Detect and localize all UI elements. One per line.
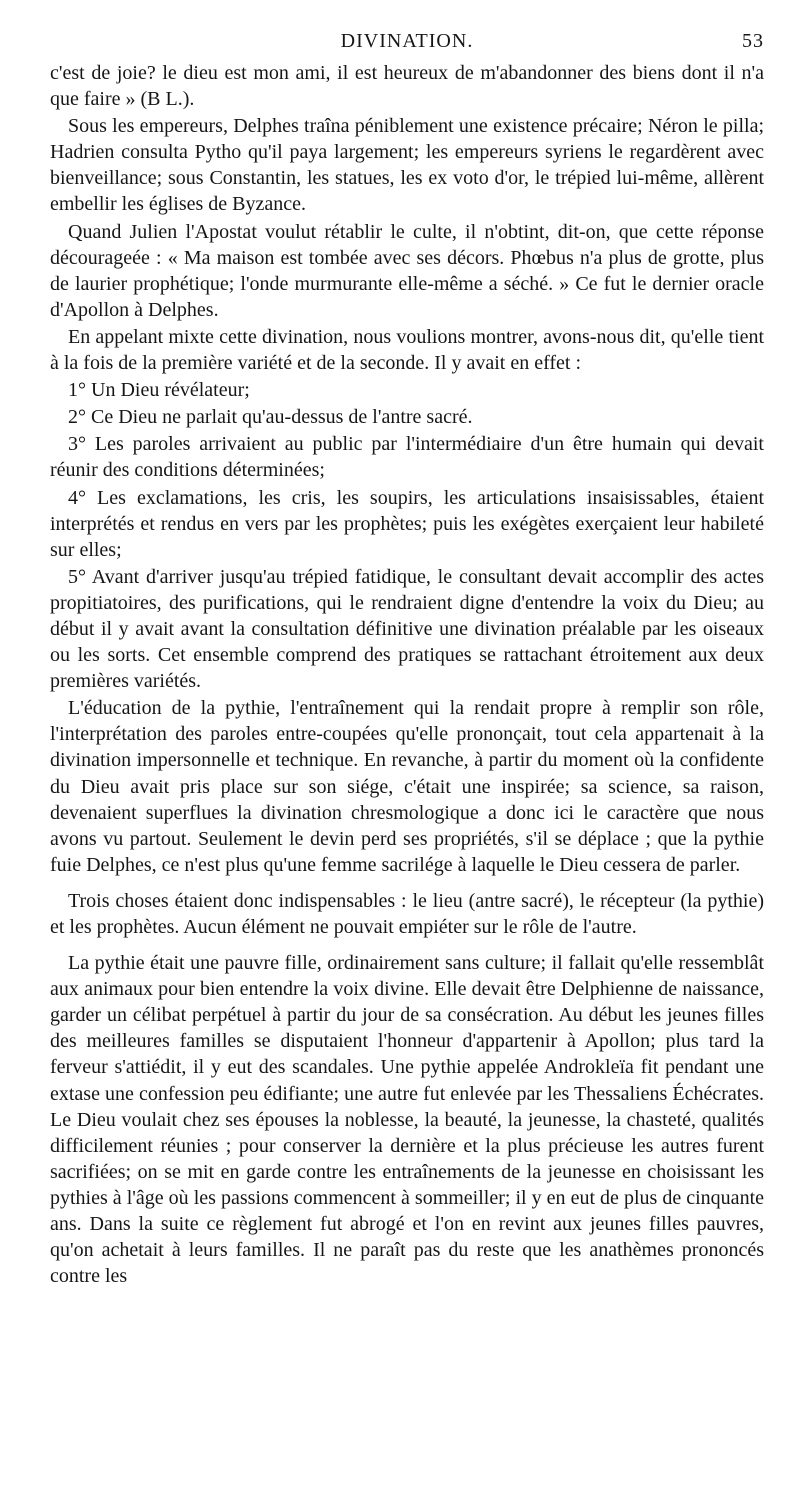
running-header: [50, 30, 764, 58]
paragraph: L'éducation de la pythie, l'entraînement qui la rendait propre à remplir son rôle, l'interprétation des paroles entre-coupées qu'elle prononçait, tout cela appartenait à la divination impersonnelle et technique. En revanche, à partir du moment où la confidente du Dieu avait pris place sur son siége, c'était une inspirée; sa science, sa raison, devenaient superflues la divination chresmologique a donc ici le caractère que nous avons vu partout. Seulement le devin perd ses propriétés, s'il se déplace ; que la pythie fuie Delphes, ce n'est plus qu'une femme sacrilége à laquelle le Dieu cessera de parler.: [50, 697, 764, 876]
header-title: DIVINATION.: [340, 30, 474, 52]
paragraph: Sous les empereurs, Delphes traîna péniblement une existence précaire; Néron le pilla; Hadrien consulta Pytho qu'il paya largement; les empereurs syriens le regardèrent avec bienveillance; sous Constantin, les statues, les ex voto d'or, le trépied lui-même, allèrent embellir les églises de Byzance.: [50, 115, 764, 216]
list-item: 2° Ce Dieu ne parlait qu'au-dessus de l'antre sacré.: [68, 406, 473, 429]
list-item: 1° Un Dieu révélateur;: [68, 379, 250, 402]
paragraph: La pythie était une pauvre fille, ordinairement sans culture; il fallait qu'elle ressemblât aux animaux pour bien entendre la voix divine. Elle devait être Delphienne de naissance, garder un célibat perpétuel à partir du jour de sa consécration. Au début les jeunes filles des meilleures familles se disputaient l'honneur d'appartenir à Apollon; plus tard la ferveur s'attiédit, il y eut des scandales. Une pythie appelée Androkleïa fit pendant une extase une confession peu édifiante; une autre fut enlevée par les Thessaliens Échécrates. Le Dieu voulait chez ses épouses la noblesse, la beauté, la jeunesse, la chasteté, qualités difficilement réunies ; pour conserver la dernière et la plus précieuse les autres furent sacrifiées; on se mit en garde contre les entraînements de la jeunesse en choisissant les pythies à l'âge où les passions commencent à sommeiller; il y en eut de plus de cinquante ans. Dans la suite ce règlement fut abrogé et l'on en revint aux jeunes filles pauvres, qu'on achetait à leurs familles. Il ne paraît pas du reste que les anathèmes prononcés contre les: [50, 952, 764, 1288]
list-item: 3° Les paroles arrivaient au public par l'intermédiaire d'un être humain qui devait réunir des conditions déterminées;: [50, 433, 764, 482]
list-item: 5° Avant d'arriver jusqu'au trépied fatidique, le consultant devait accomplir des actes propitiatoires, des purifications, qui le rendraient digne d'entendre la voix du Dieu; au début il y avait avant la consultation définitive une divination préalable par les oiseaux ou les sorts. Cet ensemble comprend des pratiques se rattachant étroitement aux deux premières variétés.: [50, 565, 764, 693]
paragraph: Quand Julien l'Apostat voulut rétablir le culte, il n'obtint, dit-on, que cette réponse décourageée : « Ma maison est tombée avec ses décors. Phœbus n'a plus de grotte, plus de laurier prophétique; l'onde murmurante elle-même a séché. » Ce fut le dernier oracle d'Apollon à Delphes.: [50, 220, 764, 321]
paragraph: Trois choses étaient donc indispensables : le lieu (antre sacré), le récepteur (la pythie) et les prophètes. Aucun élément ne pouvait empiéter sur le rôle de l'autre.: [50, 889, 764, 938]
page-number: 53: [742, 30, 764, 52]
paragraph: c'est de joie? le dieu est mon ami, il est heureux de m'abandonner des biens dont il n'a que faire » (B L.).: [50, 62, 764, 111]
body-text: [50, 60, 764, 1290]
paragraph: En appelant mixte cette divination, nous voulions montrer, avons-nous dit, qu'elle tient à la fois de la première variété et de la seconde. Il y avait en effet :: [50, 325, 764, 375]
list-item: 4° Les exclamations, les cris, les soupirs, les articulations insaisissables, étaient interprétés et rendus en vers par les prophètes; puis les exégètes exerçaient leur habileté sur elles;: [50, 486, 764, 561]
